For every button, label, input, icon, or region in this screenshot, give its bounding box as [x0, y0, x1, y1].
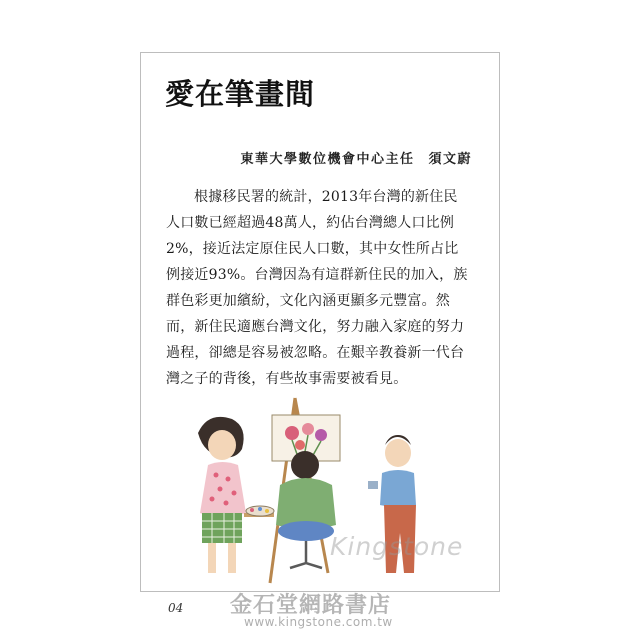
page-title: 愛在筆畫間 [165, 77, 316, 111]
author-name: 須文蔚 [428, 152, 472, 167]
paint-palette [244, 506, 274, 517]
author-byline [160, 148, 472, 167]
body-line: 人口數已經超過48萬人，約佔台灣總人口比例 [166, 215, 455, 231]
body-line: 2%，接近法定原住民人口數，其中女性所占比 [166, 241, 459, 257]
author-role: 東華大學數位機會中心主任 [240, 152, 415, 167]
body-paragraph [166, 184, 476, 392]
watermark-url: www.kingstone.com.tw [244, 615, 393, 629]
body-line: 例接近93%。台灣因為有這群新住民的加入，族 [166, 267, 468, 283]
watermark-chinese: 金石堂網路書店 [230, 592, 392, 618]
girl-figure [198, 417, 246, 573]
body-line: 過程，卻總是容易被忽略。在艱辛教養新一代台 [166, 345, 465, 361]
body-line: 灣之子的背後，有些故事需要被看見。 [166, 371, 408, 387]
body-line: 而，新住民適應台灣文化，努力融入家庭的努力 [166, 319, 465, 335]
body-line: 群色彩更加繽紛，文化內涵更顯多元豐富。然 [166, 293, 450, 309]
body-line: 根據移民署的統計，2013年台灣的新住民 [194, 189, 458, 205]
watermark-latin: Kingstone [330, 532, 464, 561]
page-number: 04 [168, 601, 184, 615]
